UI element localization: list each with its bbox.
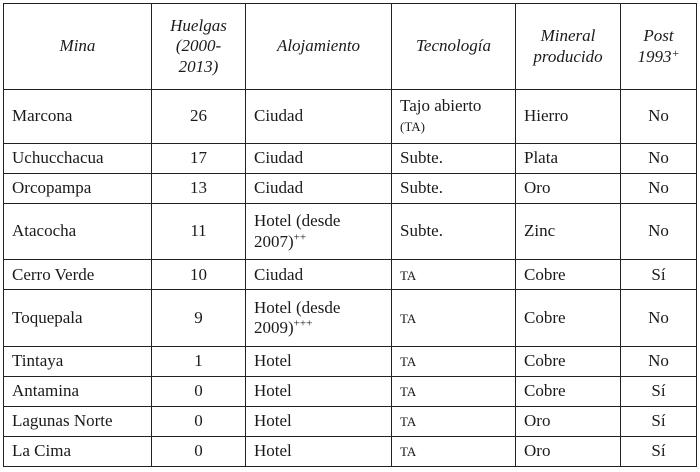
cell-tecnologia-line1: TA bbox=[400, 354, 417, 370]
cell-huelgas bbox=[152, 377, 246, 407]
cell-alojamiento-line1: Ciudad bbox=[254, 147, 304, 167]
table-row bbox=[4, 407, 697, 437]
table-row bbox=[4, 377, 697, 407]
header-tecnologia-label: Tecnología bbox=[416, 36, 491, 56]
table-row bbox=[4, 290, 697, 347]
cell-post bbox=[621, 173, 697, 203]
header-mineral-line2: producido bbox=[533, 46, 603, 66]
cell-post-text: Sí bbox=[651, 381, 666, 401]
cell-tecnologia bbox=[392, 407, 516, 437]
cell-post-text: Sí bbox=[651, 411, 666, 431]
cell-tecnologia-line1: TA bbox=[400, 414, 417, 430]
cell-huelgas bbox=[152, 407, 246, 437]
header-tecnologia bbox=[392, 4, 516, 90]
cell-post-text: No bbox=[648, 177, 669, 197]
header-mina bbox=[4, 4, 152, 90]
cell-alojamiento-line1: Hotel bbox=[254, 441, 292, 461]
cell-post bbox=[621, 407, 697, 437]
cell-tecnologia-line1: TA bbox=[400, 384, 417, 400]
cell-post-text: Sí bbox=[651, 441, 666, 461]
cell-huelgas-text: 0 bbox=[194, 441, 203, 461]
cell-mineral-text: Oro bbox=[524, 411, 551, 431]
cell-huelgas-text: 0 bbox=[194, 411, 203, 431]
cell-mina bbox=[4, 90, 152, 144]
cell-tecnologia-line1: TA bbox=[400, 444, 417, 460]
cell-alojamiento-line2: 2007) bbox=[254, 231, 294, 251]
cell-alojamiento bbox=[246, 407, 392, 437]
cell-post bbox=[621, 377, 697, 407]
cell-post-text: Sí bbox=[651, 264, 666, 284]
cell-mineral-text: Oro bbox=[524, 177, 551, 197]
cell-alojamiento bbox=[246, 377, 392, 407]
cell-mina bbox=[4, 260, 152, 290]
header-mineral bbox=[516, 4, 621, 90]
cell-huelgas-text: 11 bbox=[190, 221, 207, 241]
header-row bbox=[4, 4, 697, 90]
cell-tecnologia-line1: Tajo abierto bbox=[400, 95, 482, 115]
cell-mineral bbox=[516, 407, 621, 437]
cell-mina-text: Cerro Verde bbox=[12, 264, 95, 284]
cell-post bbox=[621, 203, 697, 260]
cell-huelgas-text: 13 bbox=[190, 177, 207, 197]
cell-alojamiento bbox=[246, 437, 392, 467]
cell-tecnologia bbox=[392, 203, 516, 260]
cell-tecnologia bbox=[392, 143, 516, 173]
cell-mineral-text: Plata bbox=[524, 147, 558, 167]
cell-mina bbox=[4, 203, 152, 260]
header-mina-label: Mina bbox=[59, 36, 96, 56]
header-post-line1: Post bbox=[643, 26, 674, 46]
header-huelgas-line2: (2000- bbox=[175, 36, 222, 56]
cell-mineral bbox=[516, 90, 621, 144]
cell-alojamiento-line2: 2009) bbox=[254, 318, 294, 338]
cell-mina bbox=[4, 347, 152, 377]
cell-alojamiento-line1: Hotel (desde bbox=[254, 211, 341, 231]
cell-mineral bbox=[516, 347, 621, 377]
cell-tecnologia bbox=[392, 90, 516, 144]
cell-huelgas bbox=[152, 347, 246, 377]
cell-mina bbox=[4, 377, 152, 407]
header-mineral-line1: Mineral bbox=[540, 26, 596, 46]
cell-mineral bbox=[516, 260, 621, 290]
header-huelgas-line1: Huelgas bbox=[170, 15, 227, 35]
cell-mineral-text: Oro bbox=[524, 441, 551, 461]
header-post-superscript: + bbox=[671, 45, 680, 60]
cell-huelgas bbox=[152, 203, 246, 260]
cell-tecnologia bbox=[392, 173, 516, 203]
table-row bbox=[4, 437, 697, 467]
cell-mina-text: Uchucchacua bbox=[12, 147, 104, 167]
header-huelgas-line3: 2013) bbox=[178, 56, 219, 76]
cell-tecnologia-line2: (TA) bbox=[400, 119, 425, 135]
cell-mineral bbox=[516, 290, 621, 347]
cell-alojamiento bbox=[246, 143, 392, 173]
cell-mineral bbox=[516, 203, 621, 260]
header-huelgas bbox=[152, 4, 246, 90]
cell-huelgas-text: 26 bbox=[190, 106, 207, 126]
cell-post-text: No bbox=[648, 351, 669, 371]
cell-mineral-text: Hierro bbox=[524, 106, 569, 126]
cell-mina bbox=[4, 290, 152, 347]
cell-alojamiento-line1: Ciudad bbox=[254, 177, 304, 197]
table-row bbox=[4, 347, 697, 377]
cell-mineral bbox=[516, 377, 621, 407]
cell-alojamiento-line1: Ciudad bbox=[254, 264, 304, 284]
cell-alojamiento-line1: Hotel bbox=[254, 351, 292, 371]
cell-mineral-text: Cobre bbox=[524, 381, 566, 401]
cell-huelgas bbox=[152, 143, 246, 173]
cell-alojamiento bbox=[246, 173, 392, 203]
table-header bbox=[4, 4, 697, 90]
cell-mineral-text: Cobre bbox=[524, 264, 566, 284]
cell-alojamiento bbox=[246, 260, 392, 290]
cell-huelgas bbox=[152, 260, 246, 290]
table-row bbox=[4, 260, 697, 290]
cell-huelgas-text: 0 bbox=[194, 381, 203, 401]
cell-alojamiento-line1: Hotel (desde bbox=[254, 297, 341, 317]
header-alojamiento bbox=[246, 4, 392, 90]
cell-mina-text: Antamina bbox=[12, 381, 80, 401]
cell-tecnologia-line1: TA bbox=[400, 311, 417, 327]
cell-huelgas bbox=[152, 90, 246, 144]
cell-post bbox=[621, 260, 697, 290]
cell-alojamiento-line1: Hotel bbox=[254, 381, 292, 401]
cell-alojamiento bbox=[246, 347, 392, 377]
cell-tecnologia-line1: Subte. bbox=[400, 147, 443, 167]
cell-mineral-text: Cobre bbox=[524, 308, 566, 328]
cell-mina bbox=[4, 173, 152, 203]
cell-huelgas bbox=[152, 173, 246, 203]
cell-post bbox=[621, 90, 697, 144]
cell-mina-text: Atacocha bbox=[12, 221, 77, 241]
cell-mina-text: La Cima bbox=[12, 441, 72, 461]
cell-post bbox=[621, 437, 697, 467]
table-row bbox=[4, 173, 697, 203]
cell-mina-text: Marcona bbox=[12, 106, 73, 126]
cell-alojamiento-superscript: +++ bbox=[293, 317, 313, 330]
mines-table bbox=[3, 3, 697, 467]
table-row bbox=[4, 90, 697, 144]
cell-post-text: No bbox=[648, 308, 669, 328]
header-post bbox=[621, 4, 697, 90]
table-body bbox=[4, 90, 697, 467]
cell-alojamiento bbox=[246, 90, 392, 144]
cell-alojamiento-superscript: ++ bbox=[293, 230, 307, 243]
cell-mina bbox=[4, 143, 152, 173]
cell-huelgas-text: 10 bbox=[190, 264, 207, 284]
cell-post-text: No bbox=[648, 147, 669, 167]
cell-mina-text: Lagunas Norte bbox=[12, 411, 113, 431]
cell-mineral-text: Cobre bbox=[524, 351, 566, 371]
cell-tecnologia bbox=[392, 260, 516, 290]
cell-alojamiento-line1: Ciudad bbox=[254, 106, 304, 126]
cell-mineral bbox=[516, 143, 621, 173]
cell-post bbox=[621, 347, 697, 377]
cell-tecnologia bbox=[392, 347, 516, 377]
cell-huelgas bbox=[152, 290, 246, 347]
cell-post bbox=[621, 290, 697, 347]
cell-mina-text: Toquepala bbox=[12, 308, 83, 328]
cell-mina bbox=[4, 437, 152, 467]
cell-alojamiento bbox=[246, 290, 392, 347]
cell-mineral bbox=[516, 437, 621, 467]
table-row bbox=[4, 143, 697, 173]
cell-post bbox=[621, 143, 697, 173]
header-alojamiento-label: Alojamiento bbox=[276, 36, 361, 56]
cell-mineral bbox=[516, 173, 621, 203]
table-row bbox=[4, 203, 697, 260]
cell-mina-text: Tintaya bbox=[12, 351, 64, 371]
cell-mina-text: Orcopampa bbox=[12, 177, 92, 197]
cell-tecnologia-line1: Subte. bbox=[400, 221, 443, 241]
cell-tecnologia bbox=[392, 290, 516, 347]
cell-alojamiento bbox=[246, 203, 392, 260]
cell-post-text: No bbox=[648, 221, 669, 241]
cell-tecnologia-line1: TA bbox=[400, 267, 417, 283]
cell-tecnologia-line1: Subte. bbox=[400, 177, 443, 197]
cell-huelgas bbox=[152, 437, 246, 467]
cell-mina bbox=[4, 407, 152, 437]
cell-huelgas-text: 9 bbox=[194, 308, 203, 328]
cell-tecnologia bbox=[392, 437, 516, 467]
cell-mineral-text: Zinc bbox=[524, 221, 556, 241]
cell-tecnologia bbox=[392, 377, 516, 407]
header-post-line2: 1993 bbox=[637, 46, 672, 66]
cell-huelgas-text: 17 bbox=[190, 147, 207, 167]
cell-post-text: No bbox=[648, 106, 669, 126]
cell-huelgas-text: 1 bbox=[194, 351, 203, 371]
cell-alojamiento-line1: Hotel bbox=[254, 411, 292, 431]
